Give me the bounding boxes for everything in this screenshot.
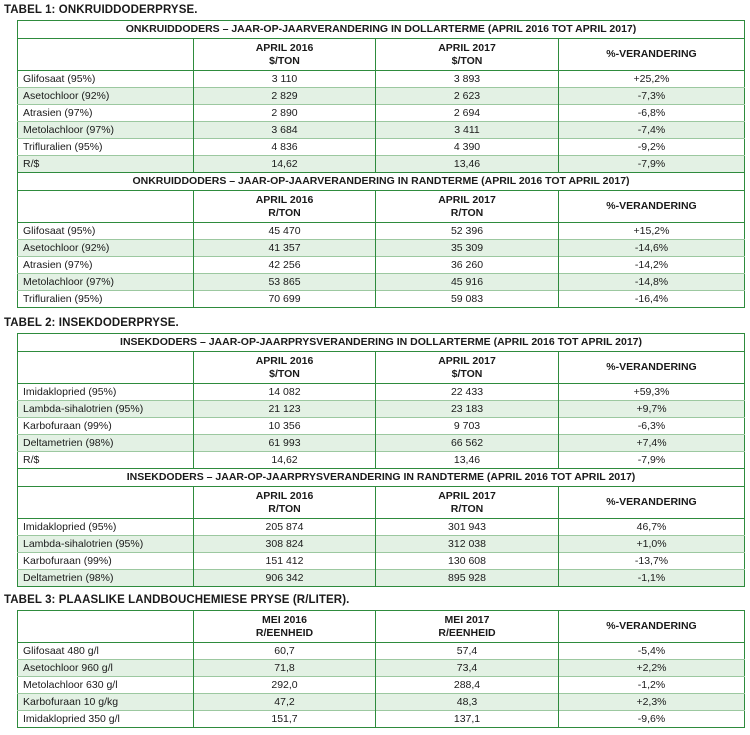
row-product: Trifluralien (95%) xyxy=(18,139,194,156)
row-curr-price: 36 260 xyxy=(376,257,559,274)
row-change: -7,4% xyxy=(559,122,745,139)
row-product: Deltametrien (98%) xyxy=(18,570,194,587)
row-prev-price: 47,2 xyxy=(194,694,376,711)
row-product: Imidaklopried 350 g/l xyxy=(18,711,194,728)
row-product: Karbofuraan 10 g/kg xyxy=(18,694,194,711)
row-change: -7,3% xyxy=(559,88,745,105)
column-header-unit: R/TON xyxy=(268,502,301,515)
table-row xyxy=(18,694,745,711)
table-row xyxy=(18,88,745,105)
row-curr-price: 288,4 xyxy=(376,677,559,694)
column-header-blank xyxy=(18,611,194,643)
row-change: +59,3% xyxy=(559,384,745,401)
row-prev-price: 205 874 xyxy=(194,519,376,536)
row-product: Glifosaat (95%) xyxy=(18,223,194,240)
column-header-prev xyxy=(194,352,376,384)
table-row xyxy=(18,643,745,660)
section-heading: ONKRUIDDODERS – JAAR-OP-JAARVERANDERING IN DOLLARTERME (APRIL 2016 TOT APRIL 2017) xyxy=(18,21,745,39)
row-product: Asetochloor (92%) xyxy=(18,240,194,257)
column-header-change: %-VERANDERING xyxy=(559,191,745,223)
row-curr-price: 23 183 xyxy=(376,401,559,418)
row-curr-price: 22 433 xyxy=(376,384,559,401)
column-header-unit: R/TON xyxy=(268,206,301,219)
column-header-unit: $/TON xyxy=(269,54,300,67)
row-prev-price: 45 470 xyxy=(194,223,376,240)
row-prev-price: 2 890 xyxy=(194,105,376,122)
row-change: 46,7% xyxy=(559,519,745,536)
row-change: -16,4% xyxy=(559,291,745,308)
row-product: Metolachloor (97%) xyxy=(18,122,194,139)
row-prev-price: 71,8 xyxy=(194,660,376,677)
row-product: Lambda-sihalotrien (95%) xyxy=(18,536,194,553)
row-change: -7,9% xyxy=(559,156,745,173)
row-change: +2,2% xyxy=(559,660,745,677)
row-product: Asetochloor (92%) xyxy=(18,88,194,105)
row-change: -13,7% xyxy=(559,553,745,570)
row-change: +25,2% xyxy=(559,71,745,88)
column-header-blank xyxy=(18,352,194,384)
column-header-change: %-VERANDERING xyxy=(559,611,745,643)
row-prev-price: 2 829 xyxy=(194,88,376,105)
row-curr-price: 9 703 xyxy=(376,418,559,435)
row-prev-price: 308 824 xyxy=(194,536,376,553)
row-product: Asetochloor 960 g/l xyxy=(18,660,194,677)
table-1 xyxy=(0,3,745,308)
table-row xyxy=(18,711,745,728)
column-header-curr xyxy=(376,352,559,384)
column-header-period: APRIL 2017 xyxy=(438,41,496,54)
column-header-period: APRIL 2017 xyxy=(438,489,496,502)
column-header-unit: R/TON xyxy=(450,206,484,219)
row-curr-price: 895 928 xyxy=(376,570,559,587)
row-change: -6,3% xyxy=(559,418,745,435)
row-prev-price: 906 342 xyxy=(194,570,376,587)
row-product: Lambda-sihalotrien (95%) xyxy=(18,401,194,418)
row-prev-price: 151 412 xyxy=(194,553,376,570)
row-change: -7,9% xyxy=(559,452,745,469)
column-header-period: APRIL 2017 xyxy=(438,354,496,367)
herbicide-price-table xyxy=(17,20,745,308)
column-header-period: APRIL 2016 xyxy=(255,193,314,206)
column-header-change: %-VERANDERING xyxy=(559,487,745,519)
row-product: Glifosaat (95%) xyxy=(18,71,194,88)
row-product: Trifluralien (95%) xyxy=(18,291,194,308)
row-curr-price: 137,1 xyxy=(376,711,559,728)
row-curr-price: 66 562 xyxy=(376,435,559,452)
row-curr-price: 13,46 xyxy=(376,156,559,173)
section-heading-row xyxy=(18,173,745,191)
table-3 xyxy=(0,593,745,728)
table-row xyxy=(18,435,745,452)
table-title: TABEL 1: ONKRUIDDODERPRYSE. xyxy=(4,4,198,16)
row-prev-price: 14,62 xyxy=(194,156,376,173)
row-change: +7,4% xyxy=(559,435,745,452)
table-row xyxy=(18,223,745,240)
column-header-unit: $/TON xyxy=(451,54,483,67)
row-change: +2,3% xyxy=(559,694,745,711)
section-heading: ONKRUIDDODERS – JAAR-OP-JAARVERANDERING IN RANDTERME (APRIL 2016 TOT APRIL 2017) xyxy=(18,173,745,191)
table-row xyxy=(18,71,745,88)
row-curr-price: 48,3 xyxy=(376,694,559,711)
row-change: +1,0% xyxy=(559,536,745,553)
row-change: -1,1% xyxy=(559,570,745,587)
column-header-change: %-VERANDERING xyxy=(559,352,745,384)
column-header-period: APRIL 2016 xyxy=(255,41,314,54)
column-header-curr xyxy=(376,39,559,71)
row-prev-price: 70 699 xyxy=(194,291,376,308)
row-change: -1,2% xyxy=(559,677,745,694)
column-header-period: APRIL 2016 xyxy=(255,354,314,367)
row-prev-price: 3 110 xyxy=(194,71,376,88)
table-row xyxy=(18,240,745,257)
row-product: Glifosaat 480 g/l xyxy=(18,643,194,660)
row-product: Metolachloor (97%) xyxy=(18,274,194,291)
row-product: Imidaklopried (95%) xyxy=(18,519,194,536)
row-curr-price: 3 893 xyxy=(376,71,559,88)
column-header-prev xyxy=(194,487,376,519)
row-change: -5,4% xyxy=(559,643,745,660)
table-row xyxy=(18,570,745,587)
row-change: -14,6% xyxy=(559,240,745,257)
column-header-blank xyxy=(18,39,194,71)
row-change: -9,2% xyxy=(559,139,745,156)
section-heading-row xyxy=(18,469,745,487)
row-curr-price: 301 943 xyxy=(376,519,559,536)
column-header-prev xyxy=(194,611,376,643)
column-header-blank xyxy=(18,191,194,223)
row-product: Atrasien (97%) xyxy=(18,257,194,274)
column-header-period: MEI 2017 xyxy=(444,613,490,626)
row-product: Atrasien (97%) xyxy=(18,105,194,122)
section-heading: INSEKDODERS – JAAR-OP-JAARPRYSVERANDERING IN RANDTERME (APRIL 2016 TOT APRIL 2017) xyxy=(18,469,745,487)
table-row xyxy=(18,536,745,553)
column-header-period: APRIL 2017 xyxy=(438,193,496,206)
row-curr-price: 130 608 xyxy=(376,553,559,570)
column-header-row xyxy=(18,191,745,223)
row-product: Metolachloor 630 g/l xyxy=(18,677,194,694)
column-header-row xyxy=(18,611,745,643)
column-header-unit: $/TON xyxy=(269,367,300,380)
table-row xyxy=(18,519,745,536)
column-header-unit: R/EENHEID xyxy=(438,626,496,639)
column-header-period: APRIL 2016 xyxy=(255,489,314,502)
table-title: TABEL 2: INSEKDODERPRYSE. xyxy=(4,317,179,329)
row-curr-price: 312 038 xyxy=(376,536,559,553)
row-prev-price: 292,0 xyxy=(194,677,376,694)
row-curr-price: 2 694 xyxy=(376,105,559,122)
column-header-row xyxy=(18,487,745,519)
row-prev-price: 10 356 xyxy=(194,418,376,435)
table-row xyxy=(18,384,745,401)
table-title: TABEL 3: PLAASLIKE LANDBOUCHEMIESE PRYSE (R/LITER). xyxy=(4,594,350,606)
column-header-unit: R/TON xyxy=(450,502,484,515)
table-row xyxy=(18,122,745,139)
column-header-curr xyxy=(376,487,559,519)
row-change: -9,6% xyxy=(559,711,745,728)
row-prev-price: 53 865 xyxy=(194,274,376,291)
row-prev-price: 61 993 xyxy=(194,435,376,452)
row-curr-price: 59 083 xyxy=(376,291,559,308)
section-heading-row xyxy=(18,21,745,39)
column-header-unit: R/EENHEID xyxy=(255,626,314,639)
row-curr-price: 4 390 xyxy=(376,139,559,156)
column-header-prev xyxy=(194,39,376,71)
table-row xyxy=(18,418,745,435)
row-curr-price: 57,4 xyxy=(376,643,559,660)
row-curr-price: 3 411 xyxy=(376,122,559,139)
table-row xyxy=(18,553,745,570)
column-header-row xyxy=(18,39,745,71)
row-prev-price: 14,62 xyxy=(194,452,376,469)
row-curr-price: 2 623 xyxy=(376,88,559,105)
row-prev-price: 4 836 xyxy=(194,139,376,156)
row-change: -6,8% xyxy=(559,105,745,122)
row-product: R/$ xyxy=(18,452,194,469)
row-product: R/$ xyxy=(18,156,194,173)
row-prev-price: 3 684 xyxy=(194,122,376,139)
table-2 xyxy=(0,316,745,587)
table-row xyxy=(18,274,745,291)
insecticide-price-table xyxy=(17,333,745,587)
row-change: -14,8% xyxy=(559,274,745,291)
local-agrochemical-price-table xyxy=(17,610,745,728)
row-prev-price: 21 123 xyxy=(194,401,376,418)
column-header-prev xyxy=(194,191,376,223)
table-row xyxy=(18,156,745,173)
section-heading-row xyxy=(18,334,745,352)
row-product: Imidaklopried (95%) xyxy=(18,384,194,401)
row-change: +9,7% xyxy=(559,401,745,418)
column-header-blank xyxy=(18,487,194,519)
row-product: Karbofuraan (99%) xyxy=(18,553,194,570)
row-prev-price: 42 256 xyxy=(194,257,376,274)
table-row xyxy=(18,291,745,308)
row-prev-price: 14 082 xyxy=(194,384,376,401)
column-header-curr xyxy=(376,191,559,223)
row-curr-price: 35 309 xyxy=(376,240,559,257)
column-header-curr xyxy=(376,611,559,643)
table-row xyxy=(18,139,745,156)
row-prev-price: 151,7 xyxy=(194,711,376,728)
row-prev-price: 41 357 xyxy=(194,240,376,257)
table-row xyxy=(18,660,745,677)
column-header-change: %-VERANDERING xyxy=(559,39,745,71)
table-row xyxy=(18,257,745,274)
column-header-row xyxy=(18,352,745,384)
row-change: -14,2% xyxy=(559,257,745,274)
row-product: Deltametrien (98%) xyxy=(18,435,194,452)
table-row xyxy=(18,452,745,469)
table-row xyxy=(18,401,745,418)
row-curr-price: 13,46 xyxy=(376,452,559,469)
row-change: +15,2% xyxy=(559,223,745,240)
table-row xyxy=(18,105,745,122)
row-curr-price: 45 916 xyxy=(376,274,559,291)
table-row xyxy=(18,677,745,694)
row-curr-price: 52 396 xyxy=(376,223,559,240)
row-prev-price: 60,7 xyxy=(194,643,376,660)
section-heading: INSEKDODERS – JAAR-OP-JAARPRYSVERANDERING IN DOLLARTERME (APRIL 2016 TOT APRIL 2017) xyxy=(18,334,745,352)
column-header-unit: $/TON xyxy=(451,367,483,380)
row-curr-price: 73,4 xyxy=(376,660,559,677)
column-header-period: MEI 2016 xyxy=(262,613,307,626)
row-product: Karbofuraan (99%) xyxy=(18,418,194,435)
